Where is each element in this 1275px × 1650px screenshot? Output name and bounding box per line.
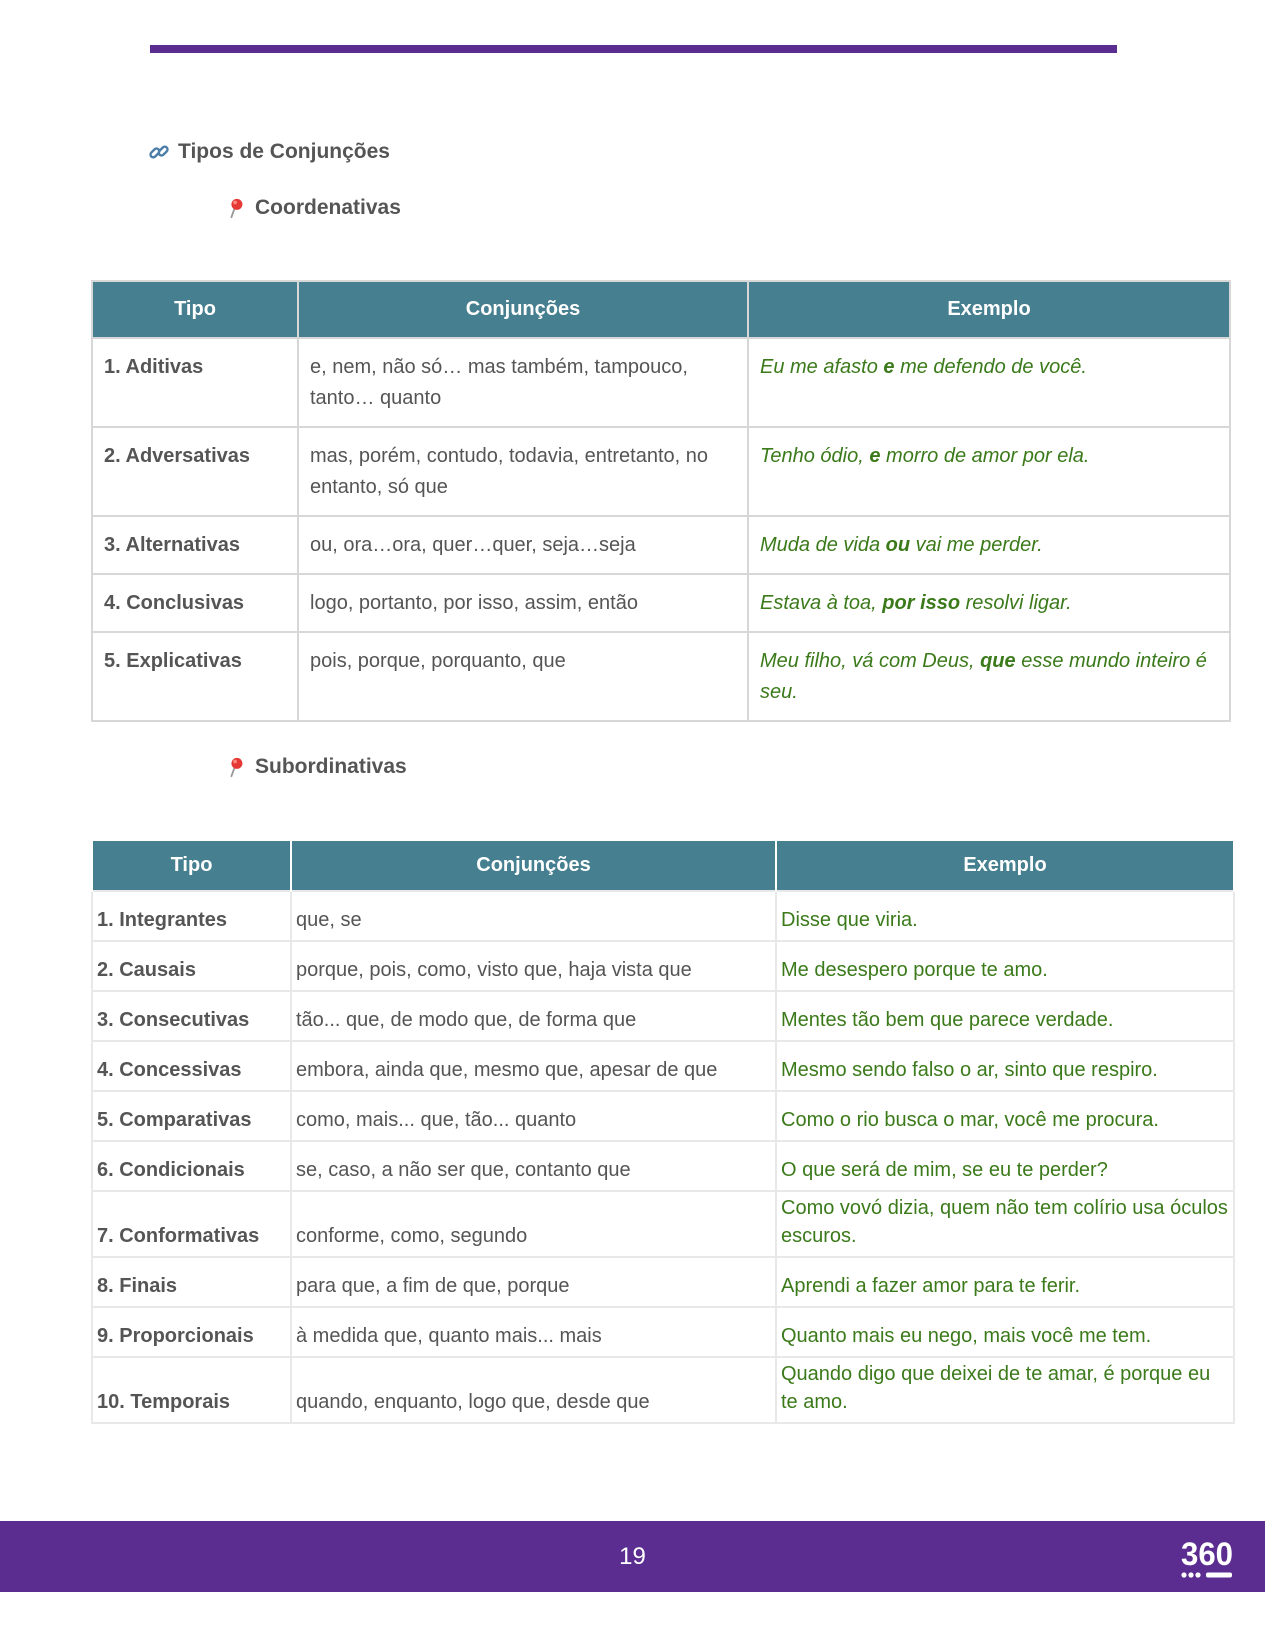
cell-exemplo: O que será de mim, se eu te perder?	[776, 1141, 1234, 1191]
cell-tipo: 4. Concessivas	[92, 1041, 291, 1091]
example-highlight: e	[869, 445, 881, 467]
subheading-label: Coordenativas	[255, 196, 401, 219]
cell-conjuncoes: ou, ora…ora, quer…quer, seja…seja	[298, 516, 748, 574]
example-highlight: ou	[885, 534, 911, 556]
example-highlight: que	[980, 650, 1016, 672]
example-highlight: por isso	[882, 592, 961, 614]
example-text: morro de amor por ela.	[880, 445, 1090, 467]
example-text: Meu filho, vá com Deus,	[760, 650, 981, 672]
table-row	[92, 516, 1230, 574]
table-row	[92, 1141, 1234, 1191]
example-text: esse mundo inteiro é seu.	[760, 650, 1207, 703]
cell-exemplo: Quando digo que deixei de te amar, é porque eu te amo.	[776, 1357, 1234, 1423]
header-exemplo: Exemplo	[748, 281, 1230, 338]
subheading-coordenativas	[225, 196, 401, 220]
subordinativas-table	[91, 839, 1235, 1424]
brand-logo	[1178, 1535, 1236, 1581]
cell-conjuncoes: à medida que, quanto mais... mais	[291, 1307, 776, 1357]
table-header-row	[92, 281, 1230, 338]
subheading-label: Subordinativas	[255, 755, 407, 778]
pin-icon	[225, 197, 247, 219]
cell-exemplo: Quanto mais eu nego, mais você me tem.	[776, 1307, 1234, 1357]
table-row	[92, 338, 1230, 427]
cell-tipo: 5. Comparativas	[92, 1091, 291, 1141]
header-conjuncoes: Conjunções	[298, 281, 748, 338]
cell-exemplo: Como vovó dizia, quem não tem colírio usa óculos escuros.	[776, 1191, 1234, 1257]
header-exemplo: Exemplo	[776, 840, 1234, 891]
table-row	[92, 574, 1230, 632]
cell-conjuncoes: mas, porém, contudo, todavia, entretanto, no entanto, só que	[298, 427, 748, 516]
logo-text: 360	[1181, 1536, 1233, 1572]
cell-tipo: 10. Temporais	[92, 1357, 291, 1423]
cell-exemplo	[748, 574, 1230, 632]
cell-tipo: 2. Adversativas	[92, 427, 298, 516]
table-row	[92, 1041, 1234, 1091]
cell-exemplo	[748, 338, 1230, 427]
table-row	[92, 1307, 1234, 1357]
example-text: vai me perder.	[910, 534, 1043, 556]
coordenativas-table	[91, 280, 1231, 722]
cell-tipo: 6. Condicionais	[92, 1141, 291, 1191]
cell-tipo: 7. Conformativas	[92, 1191, 291, 1257]
example-highlight: e	[883, 356, 895, 378]
cell-exemplo	[748, 632, 1230, 721]
header-tipo: Tipo	[92, 281, 298, 338]
page-number: 19	[619, 1543, 646, 1570]
cell-conjuncoes: que, se	[291, 891, 776, 941]
cell-tipo: 5. Explicativas	[92, 632, 298, 721]
header-conjuncoes: Conjunções	[291, 840, 776, 891]
cell-conjuncoes: para que, a fim de que, porque	[291, 1257, 776, 1307]
table-row	[92, 1191, 1234, 1257]
example-text: Estava à toa,	[760, 592, 883, 614]
pin-icon	[225, 756, 247, 778]
page-footer	[0, 1521, 1265, 1592]
cell-conjuncoes: logo, portanto, por isso, assim, então	[298, 574, 748, 632]
cell-conjuncoes: conforme, como, segundo	[291, 1191, 776, 1257]
cell-tipo: 8. Finais	[92, 1257, 291, 1307]
cell-exemplo: Me desespero porque te amo.	[776, 941, 1234, 991]
table-row	[92, 1357, 1234, 1423]
cell-conjuncoes: porque, pois, como, visto que, haja vista que	[291, 941, 776, 991]
subheading-subordinativas	[225, 755, 407, 779]
table-row	[92, 991, 1234, 1041]
header-tipo: Tipo	[92, 840, 291, 891]
cell-conjuncoes: embora, ainda que, mesmo que, apesar de que	[291, 1041, 776, 1091]
cell-tipo: 4. Conclusivas	[92, 574, 298, 632]
table-row	[92, 427, 1230, 516]
example-text: resolvi ligar.	[960, 592, 1072, 614]
example-text: me defendo de você.	[894, 356, 1087, 378]
cell-tipo: 1. Aditivas	[92, 338, 298, 427]
cell-conjuncoes: pois, porque, porquanto, que	[298, 632, 748, 721]
cell-conjuncoes: tão... que, de modo que, de forma que	[291, 991, 776, 1041]
section-title: Tipos de Conjunções	[178, 140, 390, 163]
cell-exemplo: Como o rio busca o mar, você me procura.	[776, 1091, 1234, 1141]
cell-exemplo	[748, 516, 1230, 574]
table-row	[92, 632, 1230, 721]
cell-tipo: 1. Integrantes	[92, 891, 291, 941]
cell-conjuncoes: se, caso, a não ser que, contanto que	[291, 1141, 776, 1191]
example-text: Tenho ódio,	[760, 445, 870, 467]
cell-tipo: 3. Consecutivas	[92, 991, 291, 1041]
cell-exemplo: Aprendi a fazer amor para te ferir.	[776, 1257, 1234, 1307]
cell-conjuncoes: quando, enquanto, logo que, desde que	[291, 1357, 776, 1423]
table-row	[92, 941, 1234, 991]
cell-conjuncoes: e, nem, não só… mas também, tampouco, tanto… quanto	[298, 338, 748, 427]
table-row	[92, 1091, 1234, 1141]
link-icon	[148, 141, 170, 163]
table-row	[92, 1257, 1234, 1307]
example-text: Muda de vida	[760, 534, 886, 556]
top-divider	[150, 45, 1117, 53]
cell-tipo: 9. Proporcionais	[92, 1307, 291, 1357]
cell-tipo: 3. Alternativas	[92, 516, 298, 574]
cell-exemplo: Mesmo sendo falso o ar, sinto que respiro.	[776, 1041, 1234, 1091]
cell-tipo: 2. Causais	[92, 941, 291, 991]
cell-conjuncoes: como, mais... que, tão... quanto	[291, 1091, 776, 1141]
cell-exemplo: Disse que viria.	[776, 891, 1234, 941]
table-header-row	[92, 840, 1234, 891]
example-text: Eu me afasto	[760, 356, 884, 378]
cell-exemplo	[748, 427, 1230, 516]
table-row	[92, 891, 1234, 941]
section-heading	[148, 140, 390, 164]
cell-exemplo: Mentes tão bem que parece verdade.	[776, 991, 1234, 1041]
